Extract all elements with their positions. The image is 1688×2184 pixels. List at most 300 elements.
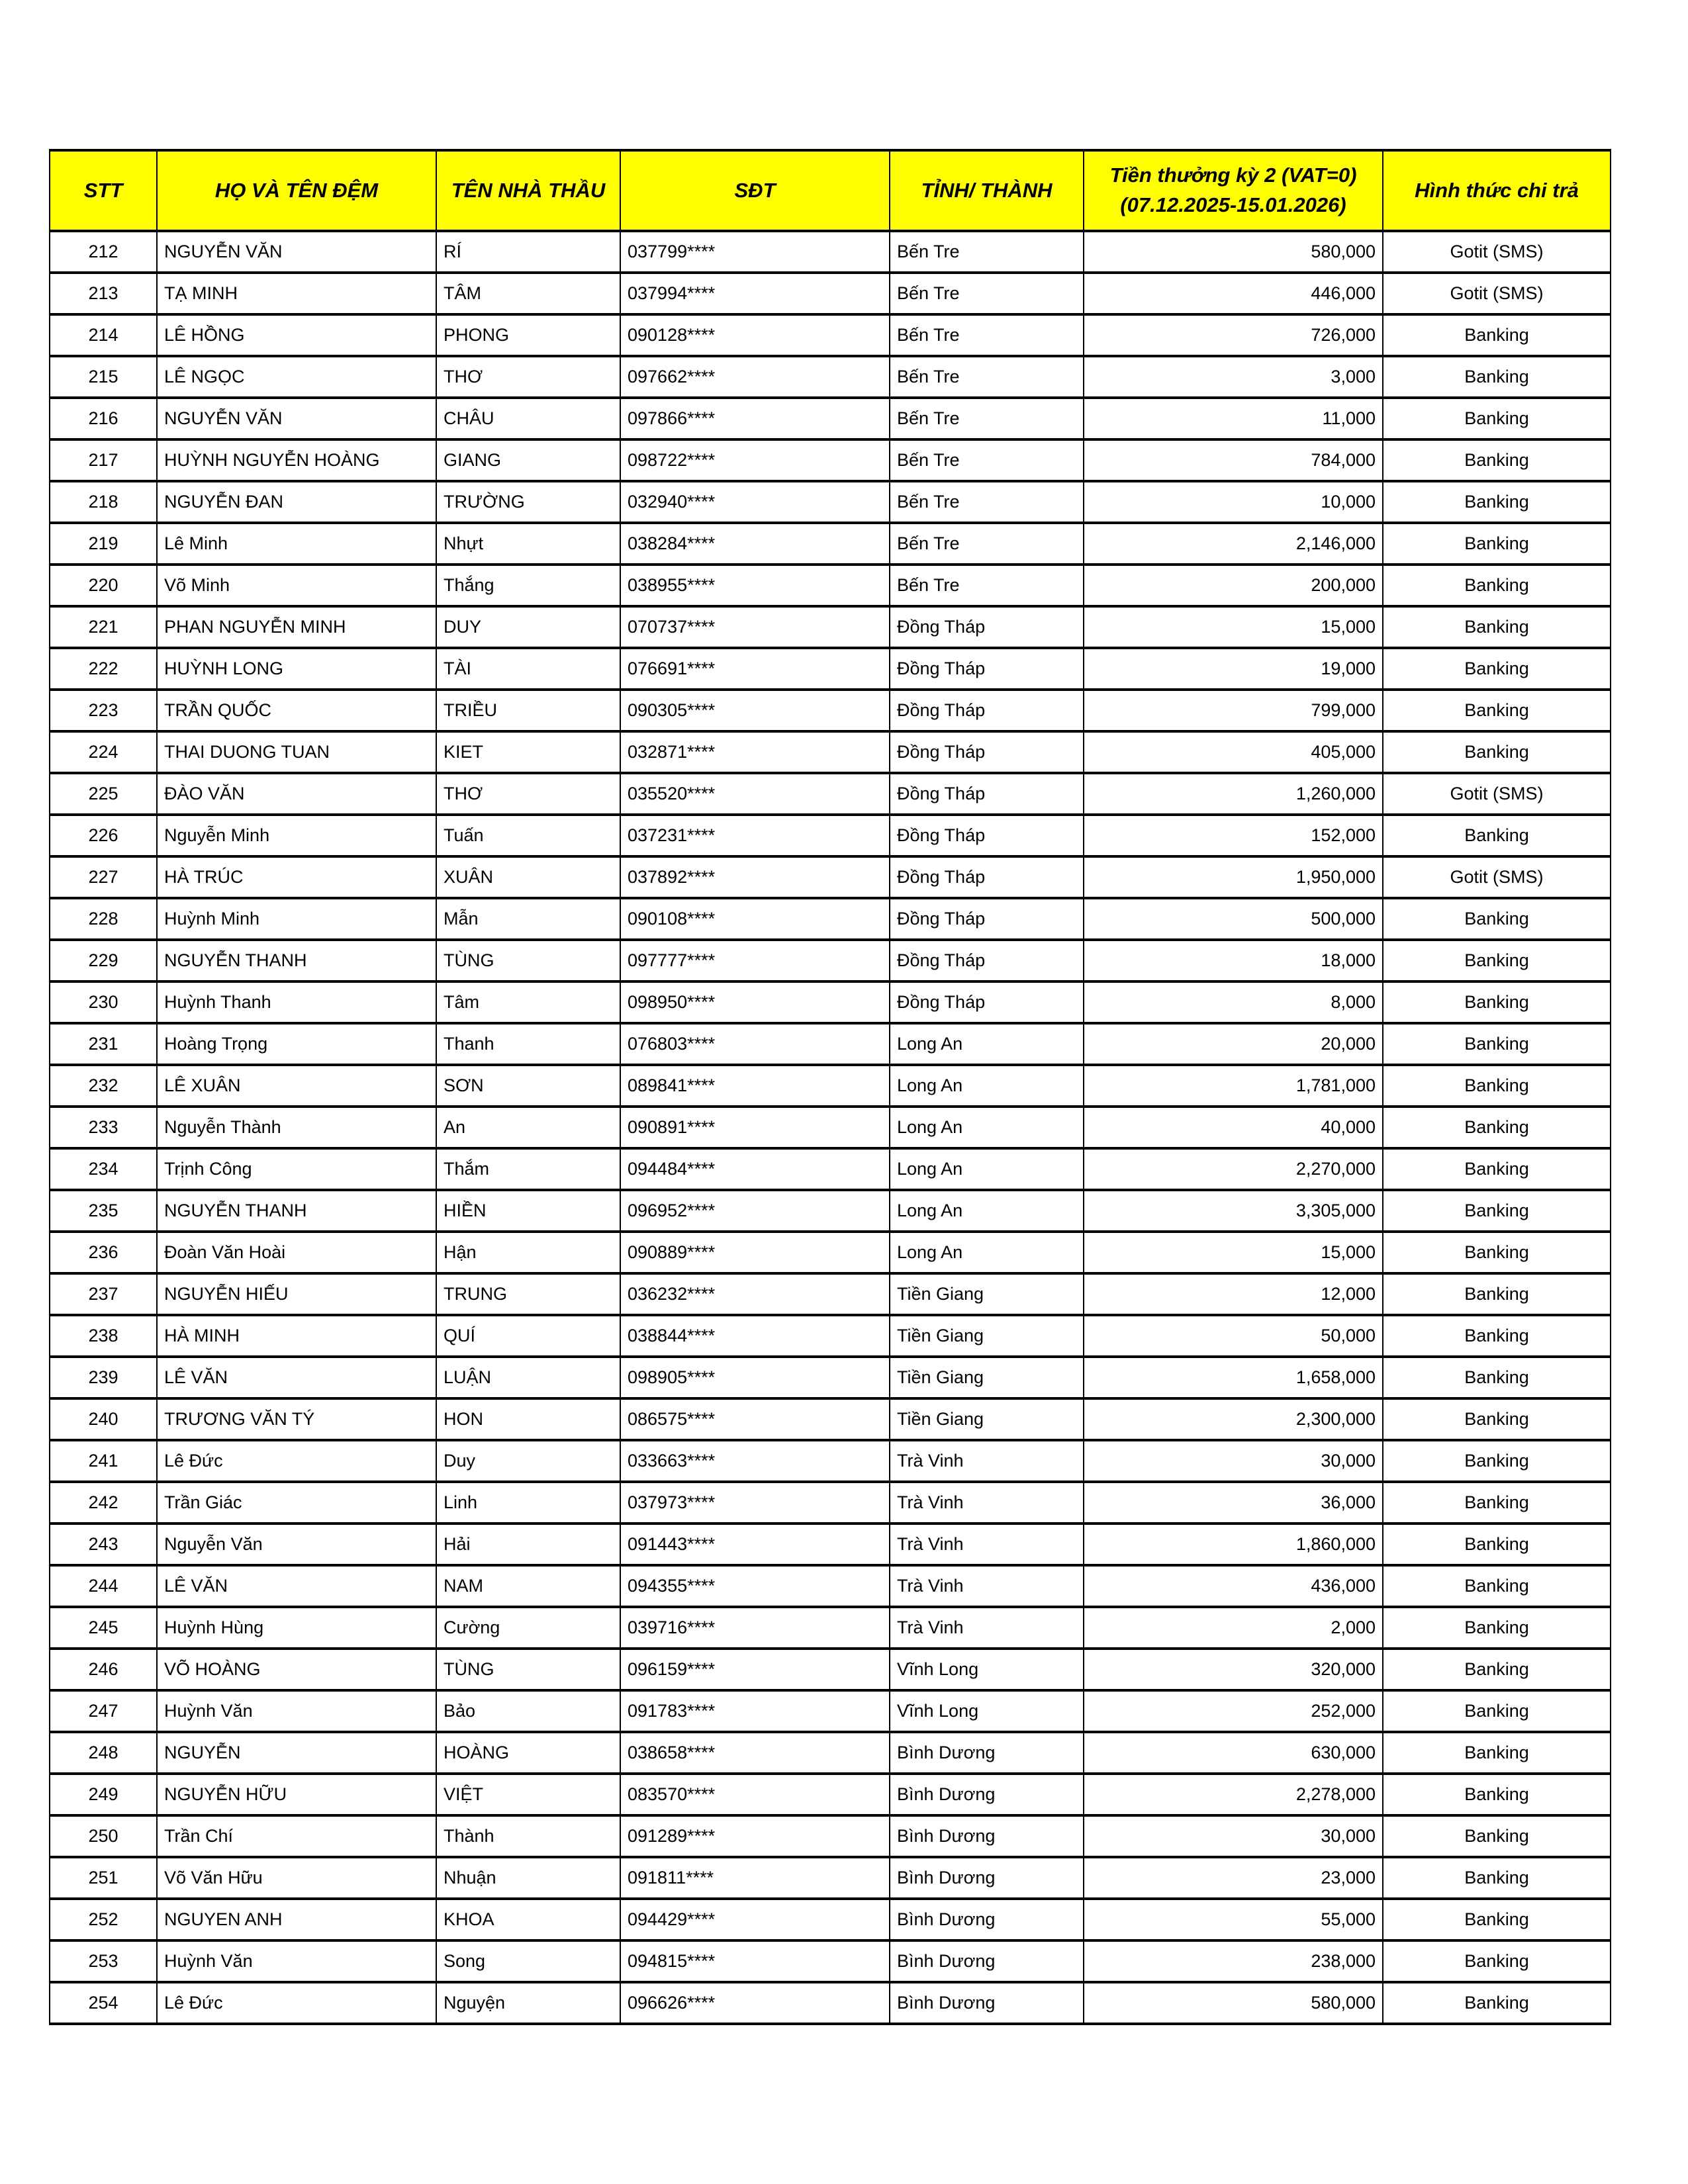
cell-hinh-thuc: Banking — [1383, 1607, 1611, 1649]
cell-tien-thuong: 436,000 — [1084, 1565, 1383, 1607]
cell-tinh-thanh: Bình Dương — [890, 1857, 1084, 1899]
cell-hinh-thuc: Banking — [1383, 1232, 1611, 1273]
table-row — [50, 523, 1611, 565]
cell-hinh-thuc: Banking — [1383, 690, 1611, 731]
cell-sdt: 089841**** — [620, 1065, 890, 1107]
table-row — [50, 773, 1611, 815]
cell-tien-thuong: 40,000 — [1084, 1107, 1383, 1148]
cell-ho-va-ten-dem: Huỳnh Văn — [157, 1940, 436, 1982]
cell-tinh-thanh: Trà Vinh — [890, 1440, 1084, 1482]
cell-tien-thuong: 1,950,000 — [1084, 856, 1383, 898]
cell-ten-nha-thau: HOÀNG — [436, 1732, 620, 1774]
cell-sdt: 091443**** — [620, 1524, 890, 1565]
cell-stt: 246 — [50, 1649, 157, 1690]
cell-tinh-thanh: Bến Tre — [890, 356, 1084, 398]
cell-hinh-thuc: Banking — [1383, 940, 1611, 981]
cell-sdt: 090128**** — [620, 314, 890, 356]
header-sdt: SĐT — [620, 150, 890, 231]
cell-ho-va-ten-dem: NGUYEN ANH — [157, 1899, 436, 1940]
table-row — [50, 648, 1611, 690]
cell-tien-thuong: 500,000 — [1084, 898, 1383, 940]
cell-ho-va-ten-dem: Lê Minh — [157, 523, 436, 565]
table-row — [50, 731, 1611, 773]
cell-ten-nha-thau: An — [436, 1107, 620, 1148]
cell-sdt: 036232**** — [620, 1273, 890, 1315]
table-row — [50, 1690, 1611, 1732]
cell-tien-thuong: 2,146,000 — [1084, 523, 1383, 565]
cell-tinh-thanh: Bến Tre — [890, 565, 1084, 606]
cell-tien-thuong: 200,000 — [1084, 565, 1383, 606]
cell-tinh-thanh: Trà Vinh — [890, 1524, 1084, 1565]
cell-ho-va-ten-dem: HUỲNH NGUYỄN HOÀNG — [157, 439, 436, 481]
cell-tien-thuong: 1,658,000 — [1084, 1357, 1383, 1398]
cell-hinh-thuc: Banking — [1383, 1940, 1611, 1982]
table-row — [50, 1774, 1611, 1815]
cell-ten-nha-thau: QUÍ — [436, 1315, 620, 1357]
cell-ho-va-ten-dem: Đoàn Văn Hoài — [157, 1232, 436, 1273]
table-row — [50, 1482, 1611, 1524]
cell-tien-thuong: 50,000 — [1084, 1315, 1383, 1357]
cell-ten-nha-thau: Thành — [436, 1815, 620, 1857]
cell-sdt: 098950**** — [620, 981, 890, 1023]
cell-ho-va-ten-dem: Trịnh Công — [157, 1148, 436, 1190]
cell-ten-nha-thau: Tuấn — [436, 815, 620, 856]
cell-ten-nha-thau: HON — [436, 1398, 620, 1440]
cell-tinh-thanh: Bình Dương — [890, 1899, 1084, 1940]
cell-tinh-thanh: Long An — [890, 1023, 1084, 1065]
table-row — [50, 1857, 1611, 1899]
cell-ten-nha-thau: Thanh — [436, 1023, 620, 1065]
cell-hinh-thuc: Gotit (SMS) — [1383, 856, 1611, 898]
cell-tien-thuong: 36,000 — [1084, 1482, 1383, 1524]
cell-tinh-thanh: Long An — [890, 1190, 1084, 1232]
cell-stt: 217 — [50, 439, 157, 481]
cell-tien-thuong: 20,000 — [1084, 1023, 1383, 1065]
cell-ho-va-ten-dem: ĐÀO VĂN — [157, 773, 436, 815]
cell-sdt: 091289**** — [620, 1815, 890, 1857]
cell-ho-va-ten-dem: Lê Đức — [157, 1440, 436, 1482]
cell-ten-nha-thau: RÍ — [436, 231, 620, 273]
cell-stt: 247 — [50, 1690, 157, 1732]
cell-sdt: 038658**** — [620, 1732, 890, 1774]
cell-sdt: 090305**** — [620, 690, 890, 731]
cell-ten-nha-thau: Hận — [436, 1232, 620, 1273]
cell-tinh-thanh: Đồng Tháp — [890, 731, 1084, 773]
cell-stt: 253 — [50, 1940, 157, 1982]
cell-tinh-thanh: Đồng Tháp — [890, 981, 1084, 1023]
table-row — [50, 1607, 1611, 1649]
cell-tinh-thanh: Bình Dương — [890, 1982, 1084, 2024]
cell-tien-thuong: 320,000 — [1084, 1649, 1383, 1690]
cell-ho-va-ten-dem: Nguyễn Thành — [157, 1107, 436, 1148]
cell-tien-thuong: 55,000 — [1084, 1899, 1383, 1940]
cell-ho-va-ten-dem: PHAN NGUYỄN MINH — [157, 606, 436, 648]
cell-hinh-thuc: Banking — [1383, 1482, 1611, 1524]
cell-tinh-thanh: Bến Tre — [890, 398, 1084, 439]
cell-ho-va-ten-dem: Nguyễn Minh — [157, 815, 436, 856]
cell-ho-va-ten-dem: Trần Giác — [157, 1482, 436, 1524]
cell-stt: 239 — [50, 1357, 157, 1398]
cell-ten-nha-thau: CHÂU — [436, 398, 620, 439]
cell-stt: 220 — [50, 565, 157, 606]
cell-sdt: 090889**** — [620, 1232, 890, 1273]
table-row — [50, 1357, 1611, 1398]
cell-hinh-thuc: Banking — [1383, 565, 1611, 606]
cell-sdt: 096952**** — [620, 1190, 890, 1232]
cell-ho-va-ten-dem: NGUYỄN THANH — [157, 1190, 436, 1232]
table-row — [50, 1732, 1611, 1774]
cell-sdt: 032940**** — [620, 481, 890, 523]
cell-sdt: 038844**** — [620, 1315, 890, 1357]
cell-tien-thuong: 1,781,000 — [1084, 1065, 1383, 1107]
cell-tinh-thanh: Đồng Tháp — [890, 773, 1084, 815]
cell-stt: 218 — [50, 481, 157, 523]
cell-sdt: 037799**** — [620, 231, 890, 273]
cell-sdt: 033663**** — [620, 1440, 890, 1482]
cell-hinh-thuc: Banking — [1383, 1565, 1611, 1607]
cell-ten-nha-thau: TÂM — [436, 273, 620, 314]
cell-ho-va-ten-dem: LÊ NGỌC — [157, 356, 436, 398]
cell-tinh-thanh: Đồng Tháp — [890, 648, 1084, 690]
cell-stt: 219 — [50, 523, 157, 565]
cell-tinh-thanh: Bình Dương — [890, 1815, 1084, 1857]
cell-tien-thuong: 15,000 — [1084, 1232, 1383, 1273]
cell-ten-nha-thau: TÙNG — [436, 1649, 620, 1690]
cell-stt: 252 — [50, 1899, 157, 1940]
cell-tien-thuong: 580,000 — [1084, 1982, 1383, 2024]
cell-ho-va-ten-dem: Trần Chí — [157, 1815, 436, 1857]
cell-hinh-thuc: Banking — [1383, 648, 1611, 690]
cell-sdt: 035520**** — [620, 773, 890, 815]
cell-stt: 238 — [50, 1315, 157, 1357]
cell-tien-thuong: 30,000 — [1084, 1440, 1383, 1482]
cell-stt: 244 — [50, 1565, 157, 1607]
cell-tinh-thanh: Long An — [890, 1065, 1084, 1107]
cell-ten-nha-thau: Hải — [436, 1524, 620, 1565]
cell-ho-va-ten-dem: TRƯƠNG VĂN TÝ — [157, 1398, 436, 1440]
table-row — [50, 981, 1611, 1023]
cell-tinh-thanh: Đồng Tháp — [890, 856, 1084, 898]
cell-sdt: 091783**** — [620, 1690, 890, 1732]
cell-hinh-thuc: Banking — [1383, 1690, 1611, 1732]
table-row — [50, 1023, 1611, 1065]
cell-ten-nha-thau: Duy — [436, 1440, 620, 1482]
cell-hinh-thuc: Banking — [1383, 1398, 1611, 1440]
cell-stt: 249 — [50, 1774, 157, 1815]
table-row — [50, 273, 1611, 314]
cell-hinh-thuc: Gotit (SMS) — [1383, 773, 1611, 815]
cell-tinh-thanh: Bến Tre — [890, 523, 1084, 565]
cell-tien-thuong: 19,000 — [1084, 648, 1383, 690]
cell-tien-thuong: 2,300,000 — [1084, 1398, 1383, 1440]
cell-tien-thuong: 3,305,000 — [1084, 1190, 1383, 1232]
header-ten-nha-thau: TÊN NHÀ THẦU — [436, 150, 620, 231]
table-row — [50, 898, 1611, 940]
cell-ten-nha-thau: Thắm — [436, 1148, 620, 1190]
table-row — [50, 231, 1611, 273]
cell-stt: 229 — [50, 940, 157, 981]
cell-stt: 248 — [50, 1732, 157, 1774]
cell-ho-va-ten-dem: NGUYỄN HIẾU — [157, 1273, 436, 1315]
cell-tinh-thanh: Tiền Giang — [890, 1357, 1084, 1398]
cell-tinh-thanh: Tiền Giang — [890, 1315, 1084, 1357]
cell-hinh-thuc: Banking — [1383, 981, 1611, 1023]
cell-stt: 213 — [50, 273, 157, 314]
cell-tinh-thanh: Trà Vinh — [890, 1607, 1084, 1649]
cell-stt: 254 — [50, 1982, 157, 2024]
cell-ten-nha-thau: KHOA — [436, 1899, 620, 1940]
cell-hinh-thuc: Banking — [1383, 1732, 1611, 1774]
cell-ten-nha-thau: Mẫn — [436, 898, 620, 940]
cell-tien-thuong: 446,000 — [1084, 273, 1383, 314]
cell-tien-thuong: 12,000 — [1084, 1273, 1383, 1315]
table-row — [50, 1899, 1611, 1940]
table-row — [50, 690, 1611, 731]
cell-ten-nha-thau: VIỆT — [436, 1774, 620, 1815]
cell-ten-nha-thau: TRƯỜNG — [436, 481, 620, 523]
cell-stt: 230 — [50, 981, 157, 1023]
cell-ho-va-ten-dem: HUỲNH LONG — [157, 648, 436, 690]
cell-ten-nha-thau: SƠN — [436, 1065, 620, 1107]
cell-sdt: 090108**** — [620, 898, 890, 940]
table-row — [50, 1315, 1611, 1357]
cell-stt: 228 — [50, 898, 157, 940]
cell-hinh-thuc: Gotit (SMS) — [1383, 231, 1611, 273]
cell-ho-va-ten-dem: LÊ XUÂN — [157, 1065, 436, 1107]
header-tien-thuong — [1084, 150, 1383, 231]
cell-stt: 236 — [50, 1232, 157, 1273]
cell-ho-va-ten-dem: Võ Minh — [157, 565, 436, 606]
cell-stt: 223 — [50, 690, 157, 731]
cell-tinh-thanh: Vĩnh Long — [890, 1649, 1084, 1690]
table-row — [50, 398, 1611, 439]
cell-hinh-thuc: Banking — [1383, 1774, 1611, 1815]
cell-ho-va-ten-dem: TẠ MINH — [157, 273, 436, 314]
cell-hinh-thuc: Banking — [1383, 898, 1611, 940]
cell-sdt: 037973**** — [620, 1482, 890, 1524]
cell-ten-nha-thau: Nhựt — [436, 523, 620, 565]
cell-sdt: 039716**** — [620, 1607, 890, 1649]
table-row — [50, 1440, 1611, 1482]
cell-tinh-thanh: Bình Dương — [890, 1732, 1084, 1774]
table-row — [50, 1065, 1611, 1107]
table-row — [50, 1982, 1611, 2024]
cell-tinh-thanh: Long An — [890, 1232, 1084, 1273]
cell-hinh-thuc: Banking — [1383, 1815, 1611, 1857]
table-row — [50, 565, 1611, 606]
cell-hinh-thuc: Banking — [1383, 356, 1611, 398]
cell-ten-nha-thau: TRUNG — [436, 1273, 620, 1315]
cell-sdt: 096626**** — [620, 1982, 890, 2024]
table-row — [50, 940, 1611, 981]
cell-ten-nha-thau: Tâm — [436, 981, 620, 1023]
cell-ten-nha-thau: Linh — [436, 1482, 620, 1524]
cell-tien-thuong: 23,000 — [1084, 1857, 1383, 1899]
cell-ho-va-ten-dem: TRẦN QUỐC — [157, 690, 436, 731]
cell-stt: 231 — [50, 1023, 157, 1065]
cell-hinh-thuc: Banking — [1383, 1190, 1611, 1232]
cell-ten-nha-thau: GIANG — [436, 439, 620, 481]
cell-stt: 224 — [50, 731, 157, 773]
cell-ten-nha-thau: DUY — [436, 606, 620, 648]
cell-sdt: 097662**** — [620, 356, 890, 398]
table-row — [50, 1398, 1611, 1440]
cell-hinh-thuc: Banking — [1383, 314, 1611, 356]
cell-tien-thuong: 1,260,000 — [1084, 773, 1383, 815]
cell-tinh-thanh: Vĩnh Long — [890, 1690, 1084, 1732]
header-row — [50, 150, 1611, 231]
cell-stt: 235 — [50, 1190, 157, 1232]
cell-tinh-thanh: Trà Vinh — [890, 1565, 1084, 1607]
table-row — [50, 1649, 1611, 1690]
cell-sdt: 076803**** — [620, 1023, 890, 1065]
cell-tien-thuong: 405,000 — [1084, 731, 1383, 773]
cell-ten-nha-thau: Song — [436, 1940, 620, 1982]
cell-hinh-thuc: Banking — [1383, 1649, 1611, 1690]
cell-ten-nha-thau: TRIỀU — [436, 690, 620, 731]
cell-ho-va-ten-dem: NGUYỄN THANH — [157, 940, 436, 981]
table-row — [50, 1232, 1611, 1273]
cell-ho-va-ten-dem: HÀ MINH — [157, 1315, 436, 1357]
cell-stt: 221 — [50, 606, 157, 648]
cell-ho-va-ten-dem: NGUYỄN — [157, 1732, 436, 1774]
cell-ho-va-ten-dem: Lê Đức — [157, 1982, 436, 2024]
cell-ho-va-ten-dem: VÕ HOÀNG — [157, 1649, 436, 1690]
cell-hinh-thuc: Banking — [1383, 1065, 1611, 1107]
cell-ho-va-ten-dem: NGUYỄN HỮU — [157, 1774, 436, 1815]
cell-stt: 232 — [50, 1065, 157, 1107]
cell-hinh-thuc: Banking — [1383, 398, 1611, 439]
cell-hinh-thuc: Banking — [1383, 1982, 1611, 2024]
cell-ho-va-ten-dem: Huỳnh Văn — [157, 1690, 436, 1732]
table-row — [50, 1273, 1611, 1315]
cell-ten-nha-thau: Bảo — [436, 1690, 620, 1732]
cell-tien-thuong: 2,278,000 — [1084, 1774, 1383, 1815]
cell-tinh-thanh: Đồng Tháp — [890, 940, 1084, 981]
cell-sdt: 098722**** — [620, 439, 890, 481]
cell-tinh-thanh: Đồng Tháp — [890, 606, 1084, 648]
cell-stt: 240 — [50, 1398, 157, 1440]
cell-stt: 214 — [50, 314, 157, 356]
cell-stt: 245 — [50, 1607, 157, 1649]
cell-sdt: 094815**** — [620, 1940, 890, 1982]
cell-ho-va-ten-dem: Nguyễn Văn — [157, 1524, 436, 1565]
cell-hinh-thuc: Banking — [1383, 523, 1611, 565]
cell-tien-thuong: 580,000 — [1084, 231, 1383, 273]
cell-ten-nha-thau: NAM — [436, 1565, 620, 1607]
cell-hinh-thuc: Banking — [1383, 1315, 1611, 1357]
cell-sdt: 070737**** — [620, 606, 890, 648]
cell-sdt: 096159**** — [620, 1649, 890, 1690]
cell-sdt: 086575**** — [620, 1398, 890, 1440]
cell-ho-va-ten-dem: LÊ VĂN — [157, 1357, 436, 1398]
cell-ho-va-ten-dem: NGUYỄN VĂN — [157, 231, 436, 273]
cell-tinh-thanh: Đồng Tháp — [890, 690, 1084, 731]
table-row — [50, 314, 1611, 356]
cell-ten-nha-thau: XUÂN — [436, 856, 620, 898]
payout-table-container — [49, 149, 1611, 2025]
cell-sdt: 090891**** — [620, 1107, 890, 1148]
table-row — [50, 1524, 1611, 1565]
cell-hinh-thuc: Banking — [1383, 1524, 1611, 1565]
cell-sdt: 097866**** — [620, 398, 890, 439]
cell-ten-nha-thau: TÀI — [436, 648, 620, 690]
cell-sdt: 094429**** — [620, 1899, 890, 1940]
cell-ten-nha-thau: Nhuận — [436, 1857, 620, 1899]
cell-ho-va-ten-dem: Võ Văn Hữu — [157, 1857, 436, 1899]
cell-tinh-thanh: Bến Tre — [890, 481, 1084, 523]
table-row — [50, 1940, 1611, 1982]
cell-stt: 226 — [50, 815, 157, 856]
table-row — [50, 356, 1611, 398]
cell-sdt: 094484**** — [620, 1148, 890, 1190]
cell-tien-thuong: 30,000 — [1084, 1815, 1383, 1857]
table-row — [50, 1565, 1611, 1607]
cell-ho-va-ten-dem: HÀ TRÚC — [157, 856, 436, 898]
cell-hinh-thuc: Banking — [1383, 1857, 1611, 1899]
cell-tinh-thanh: Bến Tre — [890, 314, 1084, 356]
cell-ten-nha-thau: THƠ — [436, 356, 620, 398]
cell-tinh-thanh: Bến Tre — [890, 439, 1084, 481]
header-tien-thuong-line1: Tiền thưởng kỳ 2 (VAT=0) — [1109, 163, 1357, 187]
cell-stt: 234 — [50, 1148, 157, 1190]
cell-sdt: 097777**** — [620, 940, 890, 981]
table-row — [50, 1815, 1611, 1857]
cell-hinh-thuc: Banking — [1383, 1357, 1611, 1398]
cell-tinh-thanh: Tiền Giang — [890, 1273, 1084, 1315]
cell-hinh-thuc: Banking — [1383, 1148, 1611, 1190]
cell-tinh-thanh: Đồng Tháp — [890, 898, 1084, 940]
table-row — [50, 1148, 1611, 1190]
cell-ten-nha-thau: HIỀN — [436, 1190, 620, 1232]
cell-sdt: 032871**** — [620, 731, 890, 773]
header-hinh-thuc: Hình thức chi trả — [1383, 150, 1611, 231]
cell-ho-va-ten-dem: NGUYỄN VĂN — [157, 398, 436, 439]
cell-sdt: 037994**** — [620, 273, 890, 314]
table-row — [50, 481, 1611, 523]
header-ho-va-ten-dem: HỌ VÀ TÊN ĐỆM — [157, 150, 436, 231]
cell-ten-nha-thau: KIET — [436, 731, 620, 773]
cell-stt: 242 — [50, 1482, 157, 1524]
cell-tinh-thanh: Bình Dương — [890, 1940, 1084, 1982]
cell-ten-nha-thau: THƠ — [436, 773, 620, 815]
cell-hinh-thuc: Banking — [1383, 606, 1611, 648]
cell-tinh-thanh: Tiền Giang — [890, 1398, 1084, 1440]
cell-tinh-thanh: Đồng Tháp — [890, 815, 1084, 856]
cell-hinh-thuc: Gotit (SMS) — [1383, 273, 1611, 314]
table-header — [50, 150, 1611, 231]
table-row — [50, 856, 1611, 898]
cell-sdt: 083570**** — [620, 1774, 890, 1815]
cell-stt: 243 — [50, 1524, 157, 1565]
cell-stt: 222 — [50, 648, 157, 690]
cell-tien-thuong: 2,270,000 — [1084, 1148, 1383, 1190]
cell-ten-nha-thau: TÙNG — [436, 940, 620, 981]
cell-tien-thuong: 8,000 — [1084, 981, 1383, 1023]
cell-ho-va-ten-dem: Huỳnh Thanh — [157, 981, 436, 1023]
header-stt: STT — [50, 150, 157, 231]
cell-sdt: 091811**** — [620, 1857, 890, 1899]
cell-stt: 215 — [50, 356, 157, 398]
cell-tien-thuong: 238,000 — [1084, 1940, 1383, 1982]
cell-hinh-thuc: Banking — [1383, 439, 1611, 481]
table-row — [50, 815, 1611, 856]
cell-stt: 241 — [50, 1440, 157, 1482]
cell-tinh-thanh: Bình Dương — [890, 1774, 1084, 1815]
cell-tien-thuong: 2,000 — [1084, 1607, 1383, 1649]
cell-sdt: 076691**** — [620, 648, 890, 690]
cell-ten-nha-thau: Thắng — [436, 565, 620, 606]
